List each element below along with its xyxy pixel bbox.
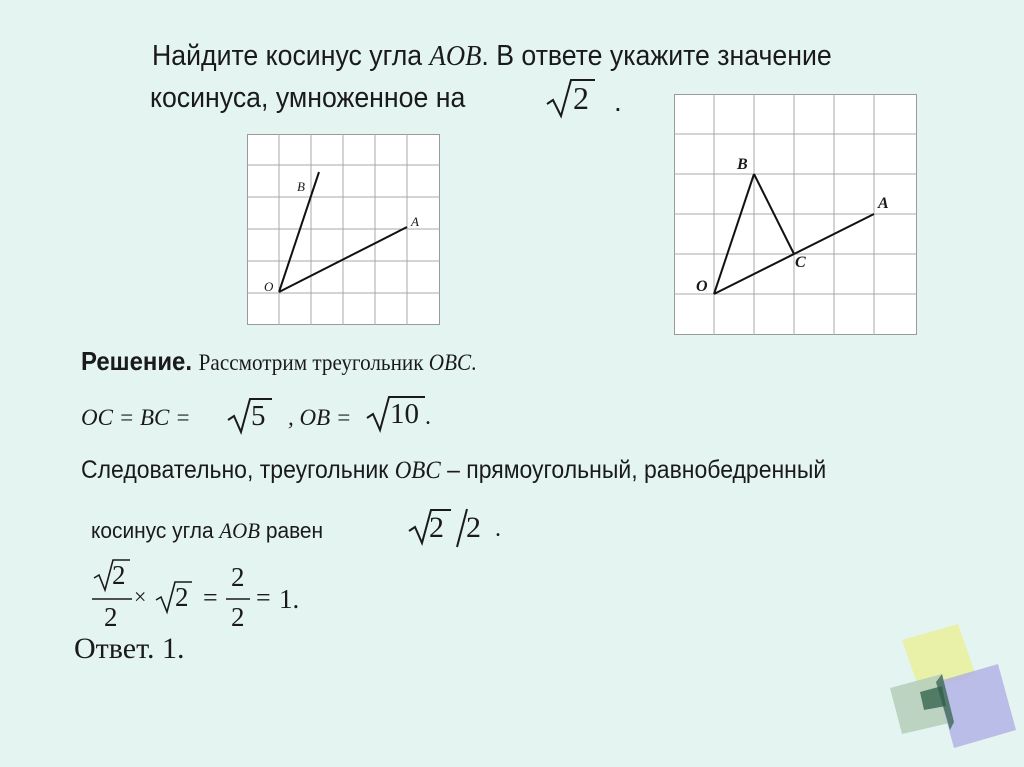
cos-prefix: косинус угла <box>91 518 220 543</box>
cos-suffix: равен <box>260 518 324 543</box>
cos-sqrt-arg: 2 <box>429 511 444 544</box>
cos-denominator: 2 <box>466 511 481 544</box>
fig1-label-a: A <box>411 214 419 229</box>
calc-frac1-den: 2 <box>104 602 118 632</box>
solution-intro-end: . <box>471 350 477 375</box>
solution-heading: Решение. <box>81 346 193 376</box>
fig1-label-b: B <box>297 179 305 194</box>
calc-eq-2: = <box>256 583 271 612</box>
figure-2 <box>674 94 918 336</box>
problem-text-b: . В ответе укажите значение <box>481 40 832 72</box>
calc-times: × <box>134 584 147 609</box>
problem-line-2 <box>150 82 465 115</box>
problem-angle: AOB <box>429 40 482 72</box>
eq-lhs: OC = BC = <box>81 405 191 430</box>
eq-mid: , OB = <box>288 405 352 430</box>
eq-end: . <box>425 404 431 430</box>
fig2-label-b: B <box>737 156 748 173</box>
answer-value: . 1. <box>146 632 185 665</box>
eq-sqrt-arg-2: 10 <box>390 398 419 430</box>
eq-sqrt-arg-1: 5 <box>251 400 266 432</box>
fig2-label-a: A <box>878 195 889 212</box>
conclusion-prefix: Следовательно, треугольник <box>81 456 395 484</box>
cos-angle: AOB <box>219 518 261 543</box>
fig2-label-c: C <box>795 254 806 271</box>
calc-eq-1: = <box>203 583 218 612</box>
cos-end: . <box>495 516 501 542</box>
answer-label: Ответ <box>74 632 147 665</box>
calc-result: 1. <box>279 584 300 614</box>
calc-frac1-num: 2 <box>112 560 126 590</box>
calc-frac2-num: 2 <box>231 562 245 592</box>
problem-sqrt-arg: 2 <box>573 80 589 116</box>
problem-period: . <box>614 86 622 117</box>
fig2-label-o: O <box>696 278 708 295</box>
fig1-label-o: O <box>264 279 274 294</box>
cos-line <box>91 518 323 544</box>
problem-text-a: Найдите косинус угла <box>152 40 430 72</box>
problem-text-c: косинуса, умноженное на <box>150 82 466 114</box>
conclusion-suffix: – прямоугольный, равнобедренный <box>440 456 827 484</box>
conclusion-tri: OBC <box>394 457 441 484</box>
problem-line-1 <box>152 40 832 73</box>
decorative-squares <box>880 618 1024 767</box>
figure-1 <box>247 134 441 326</box>
calc-frac2-den: 2 <box>231 602 245 632</box>
eq-sqrt-sign-1 <box>226 396 274 436</box>
calc-sqrt-arg: 2 <box>175 582 189 612</box>
solution-line-1 <box>81 346 476 377</box>
solution-intro: Рассмотрим треугольник <box>198 350 429 375</box>
answer-line <box>74 632 184 666</box>
solution-intro-tri: OBC <box>428 350 472 375</box>
conclusion-line <box>81 456 826 485</box>
